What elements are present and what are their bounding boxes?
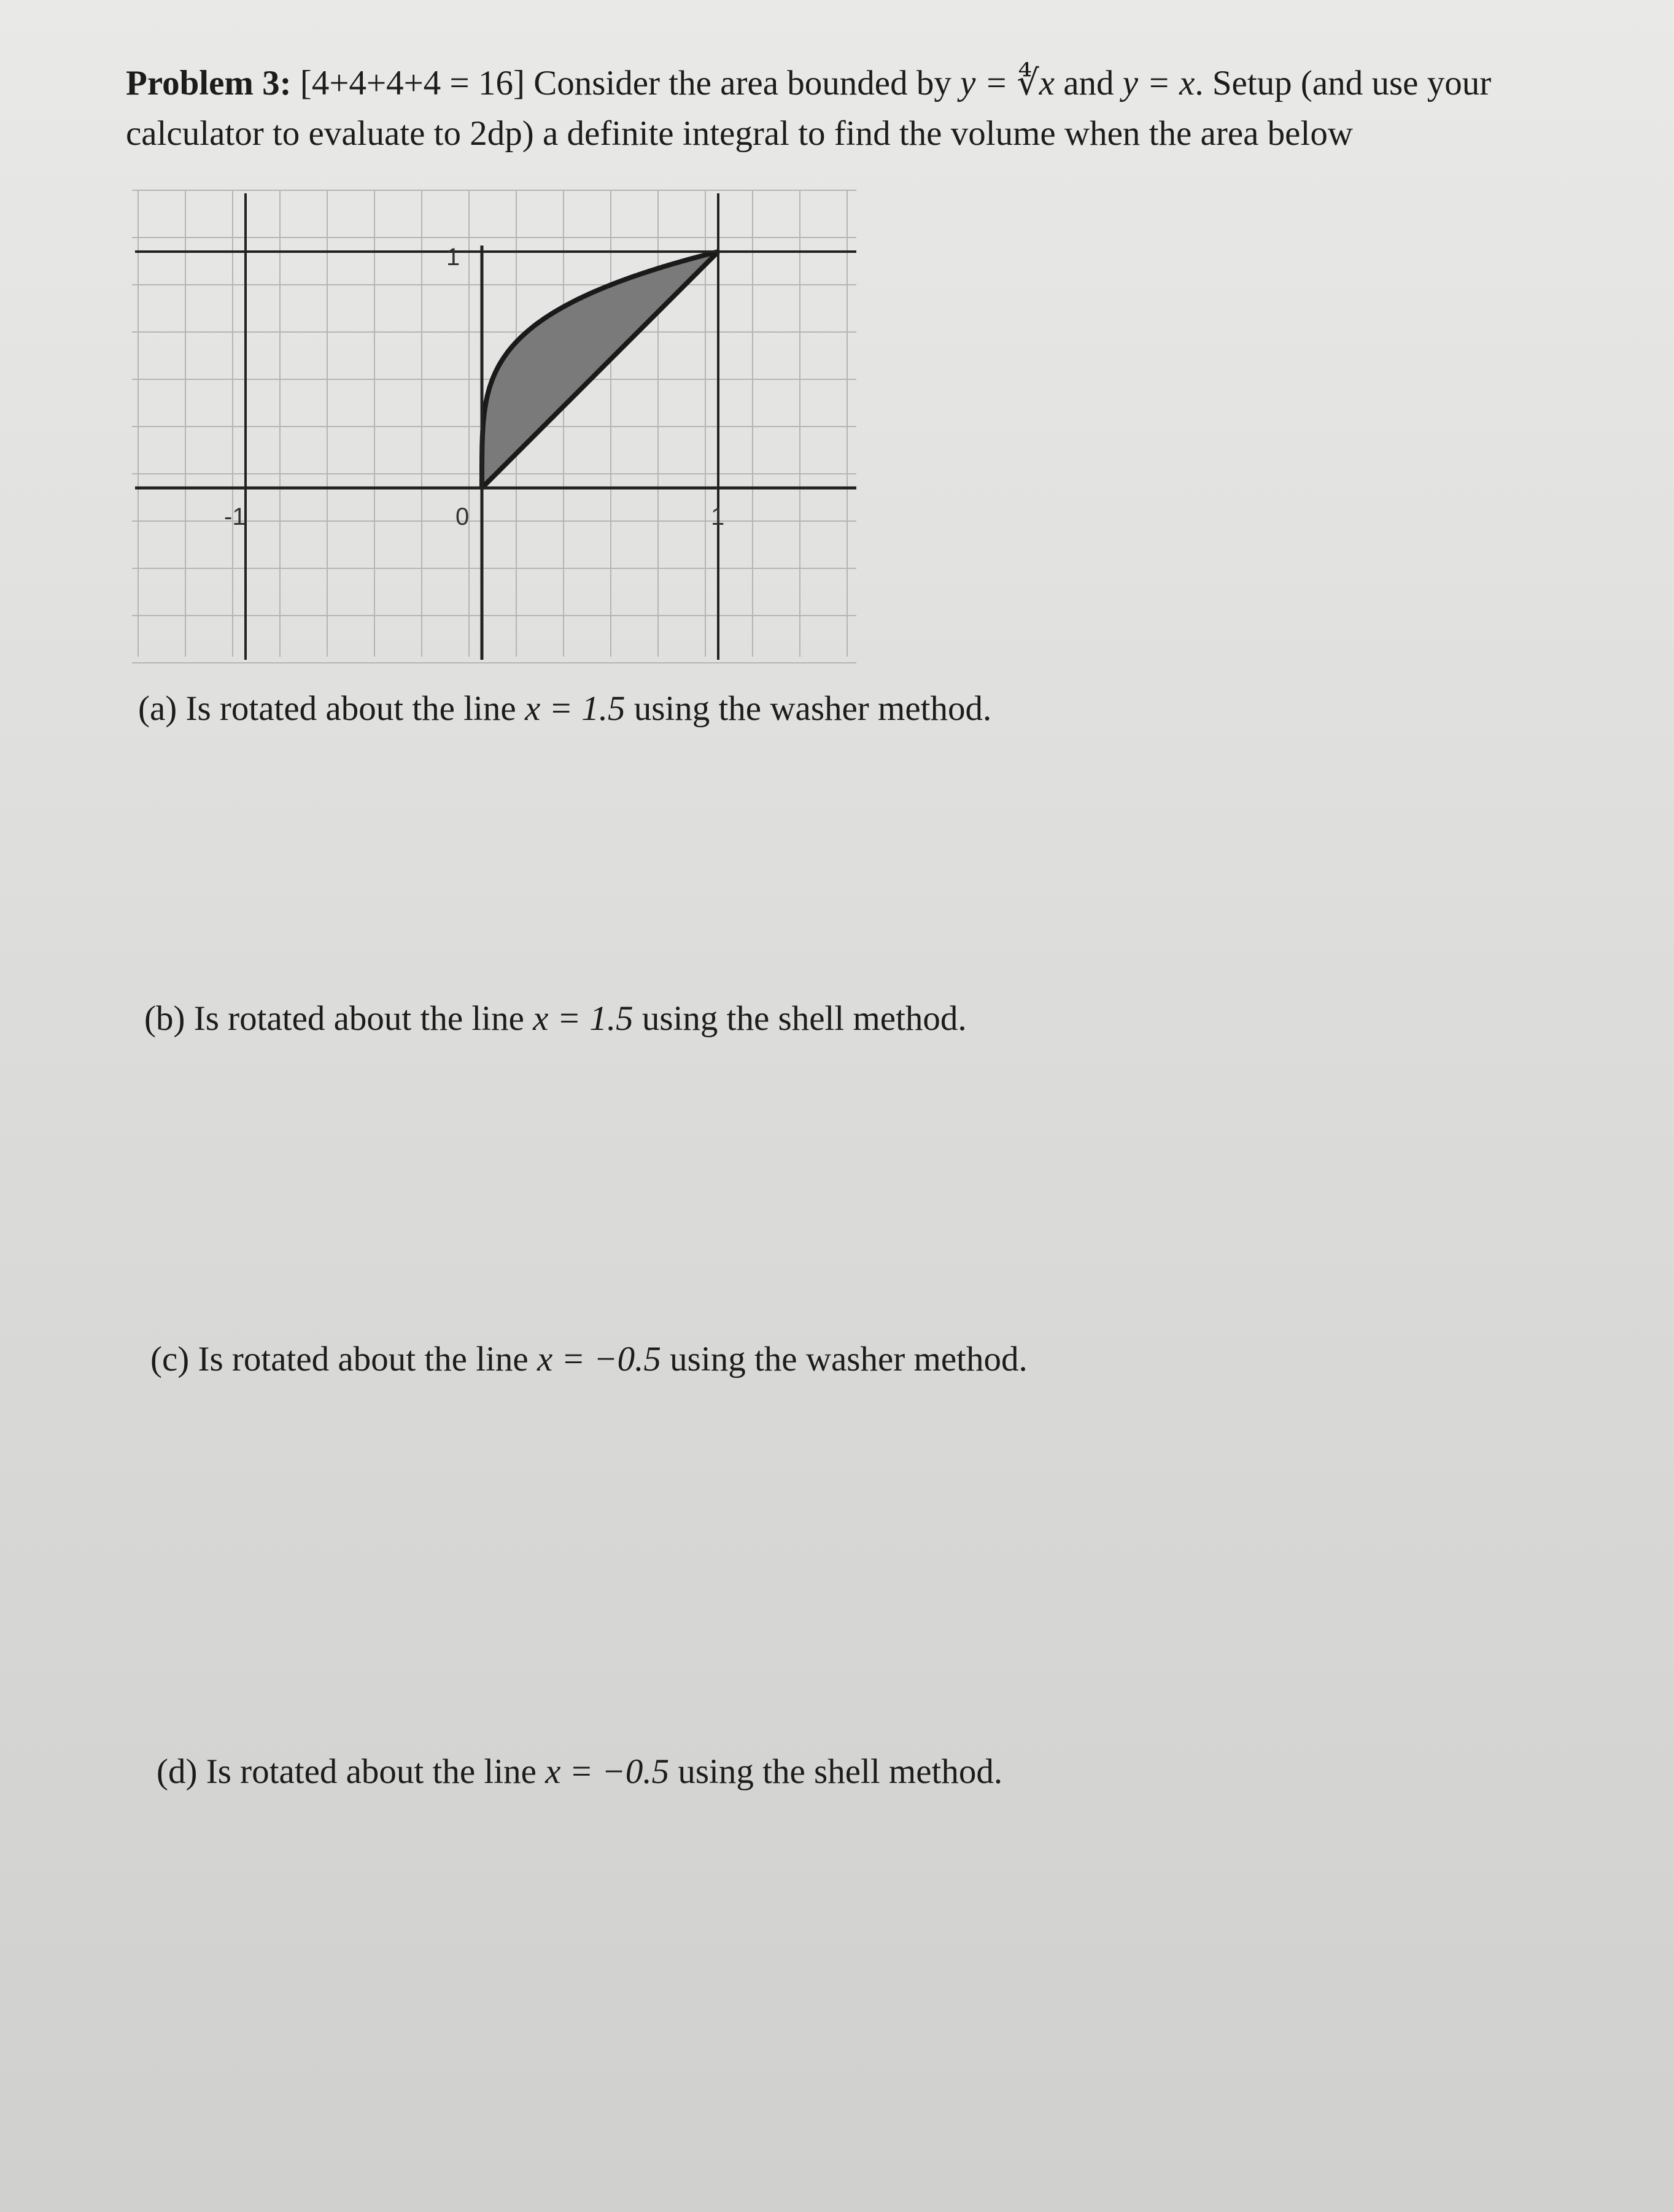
problem-text-2: . Setup (and use your calculator to evaluate to 2dp) a definite integral to find the volume when the area below	[126, 64, 1492, 153]
part-a-text: (a) Is rotated about the line	[138, 689, 516, 728]
part-d	[157, 1750, 1002, 1793]
part-b-text: (b) Is rotated about the line	[144, 999, 524, 1038]
part-b-axis: x = 1.5	[533, 999, 634, 1038]
problem-and: and	[1063, 64, 1114, 102]
equation-fourth-root: y = ∜x	[960, 64, 1055, 102]
equation-line: y = x	[1122, 64, 1195, 102]
part-c-text: (c) Is rotated about the line	[150, 1340, 529, 1379]
problem-label: Problem 3:	[126, 64, 292, 102]
problem-statement	[126, 58, 1538, 159]
part-a-method: using the washer method.	[634, 689, 992, 728]
tick-label-y-one: 1	[446, 244, 460, 271]
tick-label-origin: 0	[455, 503, 470, 530]
tick-label-x-minus-one: -1	[224, 503, 246, 530]
part-d-method: using the shell method.	[678, 1752, 1003, 1791]
part-c	[150, 1338, 1028, 1381]
part-b	[144, 997, 967, 1040]
part-c-method: using the washer method.	[670, 1340, 1028, 1379]
part-b-method: using the shell method.	[641, 999, 967, 1038]
part-a	[138, 687, 991, 730]
part-d-axis: x = −0.5	[545, 1752, 670, 1791]
problem-points: [4+4+4+4 = 16]	[300, 64, 525, 102]
problem-text-1: Consider the area bounded by	[533, 64, 951, 102]
part-d-text: (d) Is rotated about the line	[157, 1752, 537, 1791]
part-c-axis: x = −0.5	[537, 1340, 661, 1379]
part-a-axis: x = 1.5	[524, 689, 626, 728]
tick-label-x-one: 1	[711, 503, 725, 530]
region-graph	[126, 184, 862, 669]
